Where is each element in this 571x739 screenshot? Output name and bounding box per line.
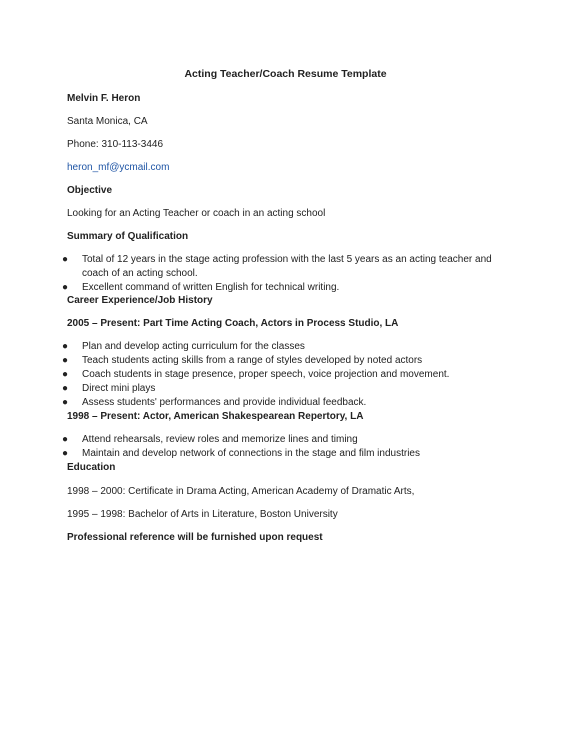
summary-list	[62, 253, 502, 295]
candidate-phone: Phone: 310-113-3446	[67, 139, 164, 150]
bullet-icon: ●	[62, 369, 69, 380]
list-item	[62, 396, 449, 410]
reference-note: Professional reference will be furnished upon request	[67, 532, 323, 543]
document-title: Acting Teacher/Coach Resume Template	[184, 68, 387, 80]
candidate-name: Melvin F. Heron	[67, 93, 141, 104]
bullet-icon: ●	[62, 355, 69, 366]
job-duties-list	[62, 433, 420, 461]
list-item-text: Assess students' performances and provide individual feedback.	[82, 397, 367, 408]
experience-heading: Career Experience/Job History	[67, 295, 213, 306]
candidate-email-link[interactable]: heron_mf@ycmail.com	[67, 162, 170, 173]
bullet-icon: ●	[62, 397, 69, 408]
list-item	[62, 433, 420, 447]
list-item	[62, 382, 449, 396]
job-duties-list	[62, 340, 450, 410]
job-header: 1998 – Present: Actor, American Shakespearean Repertory, LA	[67, 411, 364, 422]
list-item-text: Teach students acting skills from a range of styles developed by noted actors	[82, 355, 423, 366]
summary-heading: Summary of Qualification	[67, 231, 189, 242]
bullet-icon: ●	[62, 254, 69, 265]
list-item-text: Total of 12 years in the stage acting profession with the last 5 years as an acting teacher and coach of an acting school.	[82, 254, 492, 279]
bullet-icon: ●	[62, 383, 69, 394]
list-item	[62, 340, 449, 354]
job-header: 2005 – Present: Part Time Acting Coach, Actors in Process Studio, LA	[67, 318, 399, 329]
education-entry: 1995 – 1998: Bachelor of Arts in Literature, Boston University	[67, 509, 338, 520]
list-item-text: Excellent command of written English for technical writing.	[82, 282, 340, 293]
list-item-text: Attend rehearsals, review roles and memorize lines and timing	[82, 434, 358, 445]
list-item	[62, 281, 502, 295]
objective-text: Looking for an Acting Teacher or coach in an acting school	[67, 208, 326, 219]
list-item-text: Maintain and develop network of connections in the stage and film industries	[82, 448, 420, 459]
objective-heading: Objective	[67, 185, 113, 196]
list-item	[62, 253, 502, 281]
bullet-icon: ●	[62, 282, 69, 293]
education-heading: Education	[67, 462, 116, 473]
bullet-icon: ●	[62, 448, 69, 459]
list-item-text: Direct mini plays	[82, 383, 156, 394]
list-item-text: Coach students in stage presence, proper speech, voice projection and movement.	[82, 369, 450, 380]
list-item	[62, 354, 449, 368]
list-item	[62, 368, 450, 382]
list-item-text: Plan and develop acting curriculum for the classes	[82, 341, 305, 352]
list-item	[62, 447, 420, 461]
bullet-icon: ●	[62, 341, 69, 352]
bullet-icon: ●	[62, 434, 69, 445]
education-entry: 1998 – 2000: Certificate in Drama Acting, American Academy of Dramatic Arts,	[67, 486, 415, 497]
candidate-location: Santa Monica, CA	[67, 116, 148, 127]
